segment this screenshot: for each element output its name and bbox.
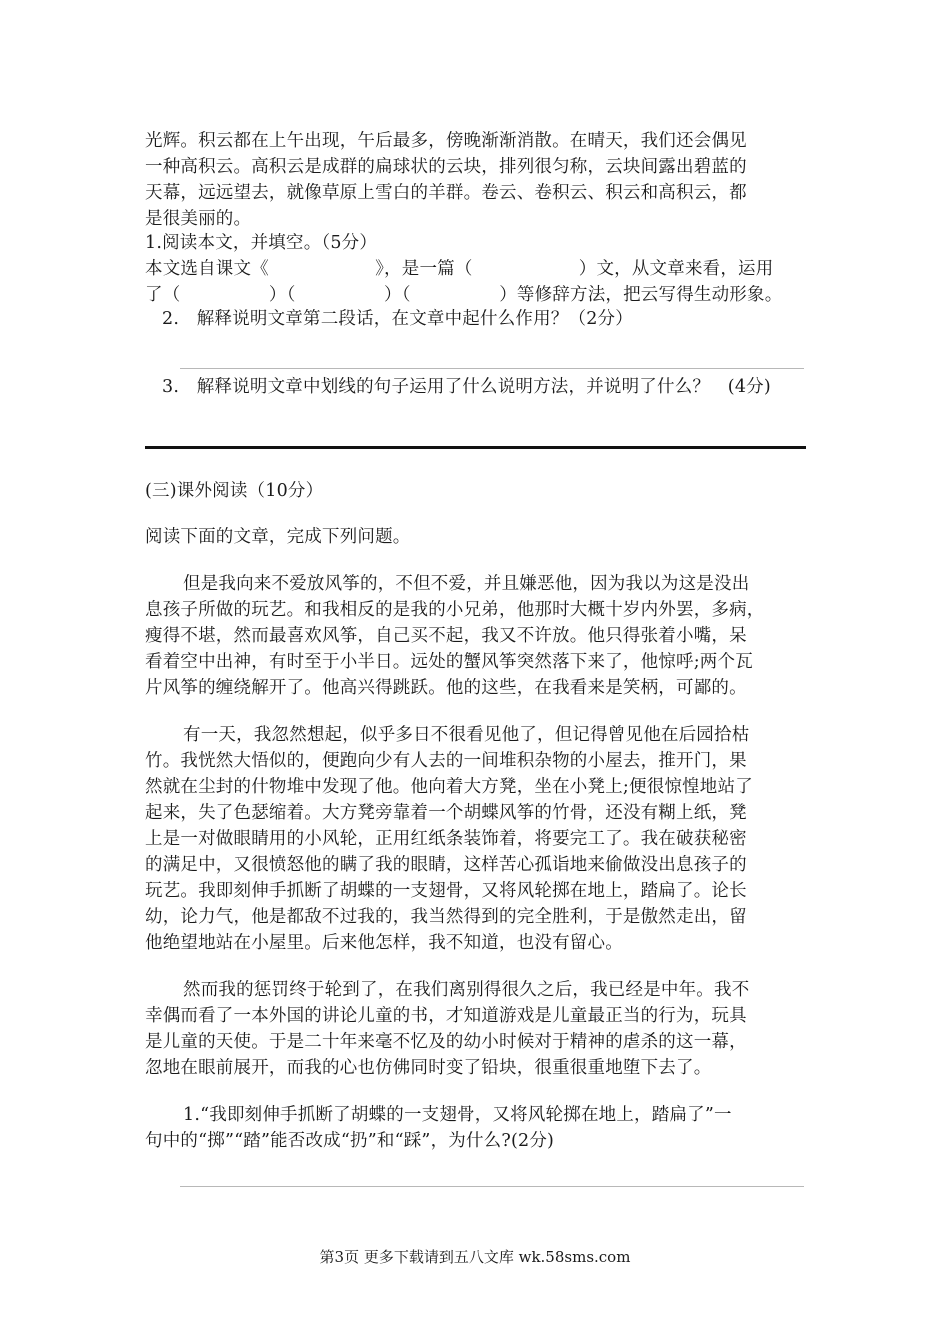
question-3: 3. 解释说明文章中划线的句子运用了什么说明方法，并说明了什么？ (4分) (162, 377, 771, 397)
paragraph-line: 幸偶而看了一本外国的讲论儿童的书，才知道游戏是儿童最正当的行为，玩具 (145, 1006, 747, 1026)
paragraph-line: 是儿童的天使。于是二十年来毫不忆及的幼小时候对于精神的虐杀的这一幕， (145, 1032, 747, 1052)
paragraph-line: 瘦得不堪，然而最喜欢风筝，自己买不起，我又不许放。他只得张着小嘴，呆 (145, 626, 747, 646)
reading-question-1: 句中的“掷”“踏”能否改成“扔”和“踩”，为什么?(2分) (145, 1131, 555, 1151)
paragraph-line: 的满足中，又很愤怒他的瞒了我的眼睛，这样苦心孤诣地来偷做没出息孩子的 (145, 855, 747, 875)
passage-line: 是很美丽的。 (145, 209, 252, 229)
paragraph-line: 息孩子所做的玩艺。和我相反的是我的小兄弟，他那时大概十岁内外罢，多病， (145, 600, 765, 620)
question-2: 2. 解释说明文章第二段话，在文章中起什么作用？（2分） (162, 309, 633, 329)
paragraph-line: 然就在尘封的什物堆中发现了他。他向着大方凳，坐在小凳上;便很惊惶地站了 (145, 777, 753, 797)
answer-line (180, 368, 804, 369)
section-divider (145, 446, 806, 449)
instruction-text: 阅读下面的文章，完成下列问题。 (145, 527, 411, 547)
question-1-fill-line-1: 本文选自课文《 》，是一篇（ ）文，从文章来看，运用 (145, 259, 774, 279)
paragraph-line: 但是我向来不爱放风筝的，不但不爱，并且嫌恶他，因为我以为这是没出 (183, 574, 750, 594)
paragraph-line: 竹。我恍然大悟似的，便跑向少有人去的一间堆积杂物的小屋去，推开门，果 (145, 751, 747, 771)
reading-question-1: 1.“我即刻伸手抓断了胡蝶的一支翅骨，又将风轮掷在地上，踏扁了”一 (183, 1105, 732, 1125)
passage-line: 一种高积云。高积云是成群的扁球状的云块，排列很匀称，云块间露出碧蓝的 (145, 157, 747, 177)
paragraph-line: 玩艺。我即刻伸手抓断了胡蝶的一支翅骨，又将风轮掷在地上，踏扁了。论长 (145, 881, 747, 901)
paragraph-line: 他绝望地站在小屋里。后来他怎样，我不知道，也没有留心。 (145, 933, 623, 953)
question-1-title: 1.阅读本文，并填空。（5分） (145, 233, 378, 253)
answer-line (180, 1186, 804, 1187)
paragraph-line: 幼，论力气，他是都敌不过我的，我当然得到的完全胜利，于是傲然走出，留 (145, 907, 747, 927)
paragraph-line: 上是一对做眼睛用的小风轮，正用红纸条装饰着，将要完工了。我在破获秘密 (145, 829, 747, 849)
paragraph-line: 片风筝的缠绕解开了。他高兴得跳跃。他的这些，在我看来是笑柄，可鄙的。 (145, 678, 747, 698)
paragraph-line: 看着空中出神，有时至于小半日。远处的蟹风筝突然落下来了，他惊呼;两个瓦 (145, 652, 753, 672)
paragraph-line: 然而我的惩罚终于轮到了，在我们离别得很久之后，我已经是中年。我不 (183, 980, 750, 1000)
page-footer: 第3页 更多下载请到五八文库 wk.58sms.com (319, 1248, 631, 1266)
passage-line: 天幕，远远望去，就像草原上雪白的羊群。卷云、卷积云、积云和高积云，都 (145, 183, 747, 203)
paragraph-line: 有一天，我忽然想起，似乎多日不很看见他了，但记得曾见他在后园拾枯 (183, 725, 750, 745)
paragraph-line: 起来，失了色瑟缩着。大方凳旁靠着一个胡蝶风筝的竹骨，还没有糊上纸，凳 (145, 803, 747, 823)
paragraph-line: 忽地在眼前展开，而我的心也仿佛同时变了铅块，很重很重地堕下去了。 (145, 1058, 712, 1078)
question-1-fill-line-2: 了（ ）（ ）（ ）等修辞方法，把云写得生动形象。 (145, 285, 783, 305)
passage-line: 光辉。积云都在上午出现，午后最多，傍晚渐渐消散。在晴天，我们还会偶见 (145, 131, 747, 151)
section-heading: (三)课外阅读（10分） (145, 481, 324, 501)
